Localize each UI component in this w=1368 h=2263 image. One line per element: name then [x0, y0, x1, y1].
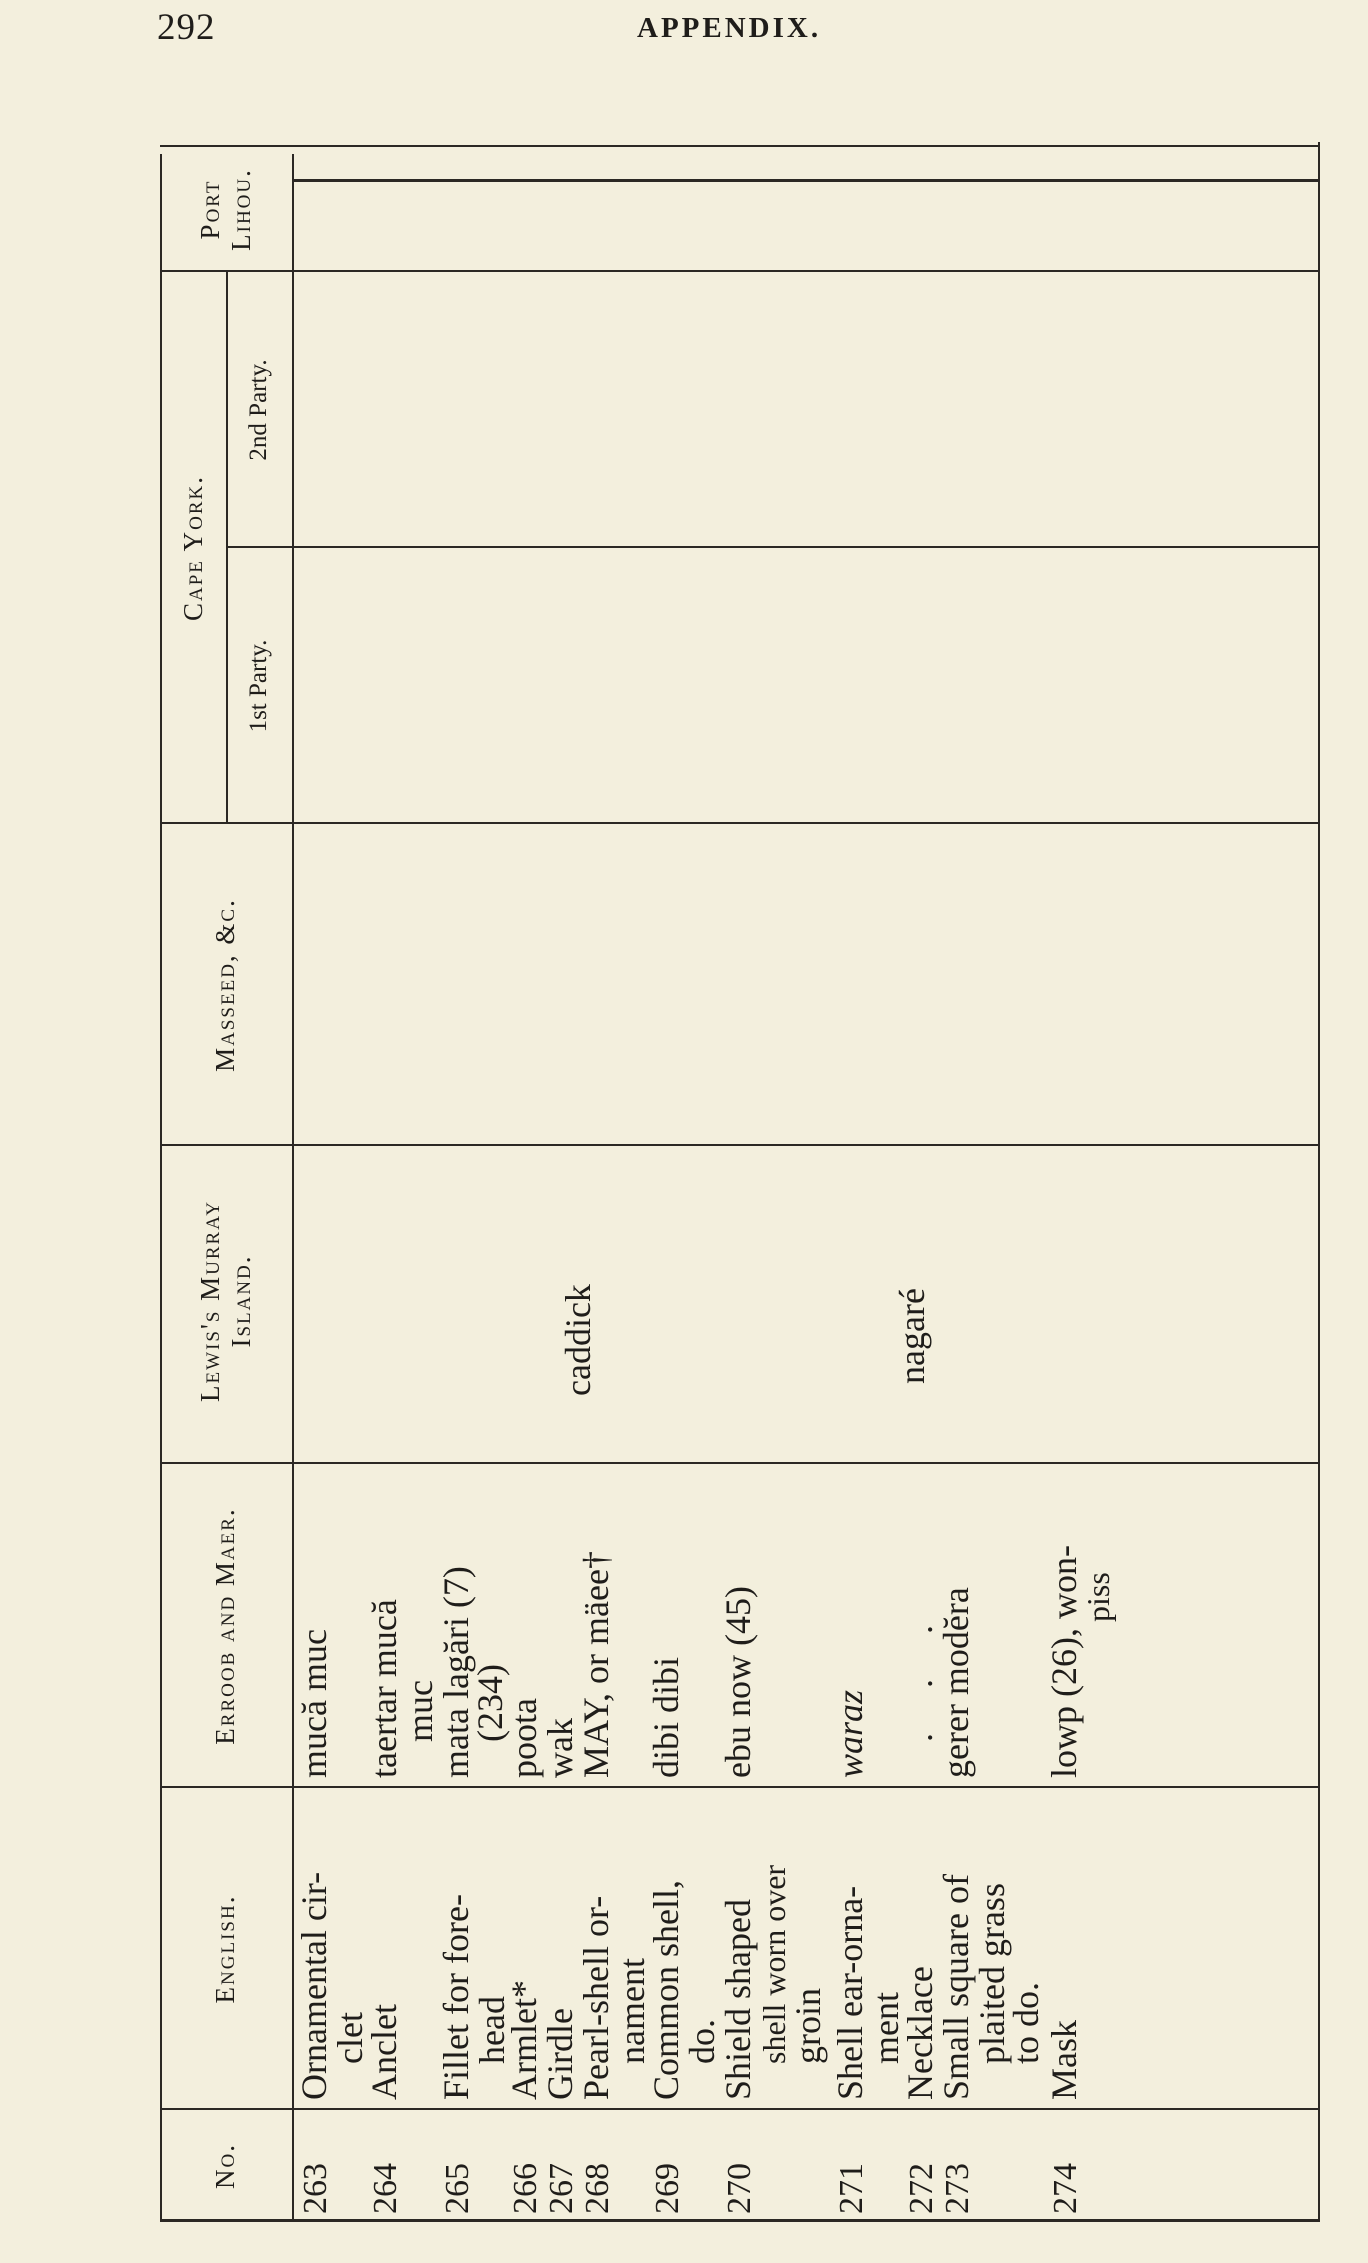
english-term: Anclet	[364, 2004, 404, 2100]
erroob-term: . . .	[900, 1607, 940, 1742]
header-party-2: 2nd Party.	[245, 359, 272, 461]
lewis-term: nagaré	[892, 1288, 932, 1384]
erroob-term: wak	[540, 1718, 580, 1778]
english-term-cont: shell worn over	[756, 1864, 792, 2064]
column-end-rule	[292, 179, 1320, 182]
erroob-term-cont: muc	[400, 1680, 440, 1742]
row-number: 268	[579, 2163, 616, 2214]
table-bottom-rule	[1318, 142, 1320, 2222]
english-term-cont: plaited grass	[972, 1883, 1012, 2064]
col-sep	[160, 2108, 1320, 2110]
english-term-cont: to do.	[1006, 1981, 1046, 2064]
erroob-term-cont: piss	[1080, 1572, 1116, 1622]
erroob-term: MAY, or mäee†	[576, 1551, 616, 1778]
erroob-term: lowp (26), won-	[1044, 1545, 1084, 1778]
erroob-term: waraz	[830, 1689, 870, 1778]
erroob-term: gerer modĕra	[936, 1587, 976, 1778]
row-number: 269	[649, 2163, 686, 2214]
english-term: Girdle	[540, 2008, 580, 2100]
header-erroob: Erroob and Maer.	[210, 1507, 241, 1745]
header-party-1: 1st Party.	[245, 639, 272, 733]
col-sep	[160, 270, 1320, 272]
col-sep	[160, 1462, 1320, 1464]
english-term-cont: clet	[330, 2012, 370, 2064]
english-term: Pearl-shell or-	[576, 1895, 616, 2100]
erroob-term: ebu now (45)	[718, 1586, 758, 1778]
english-term: Ornamental cir-	[294, 1871, 334, 2100]
col-sep	[226, 546, 1320, 548]
header-english: English.	[210, 1894, 241, 2004]
erroob-term: mucă muc	[294, 1629, 334, 1778]
header-massid: Masseed, &c.	[210, 898, 241, 1072]
row-number: 274	[1047, 2163, 1084, 2214]
running-title: APPENDIX.	[637, 12, 822, 44]
row-number: 266	[507, 2163, 544, 2214]
english-term: Common shell,	[646, 1879, 686, 2100]
erroob-term: poota	[504, 1698, 544, 1778]
erroob-term: taertar mucă	[364, 1599, 404, 1778]
english-term: Mask	[1044, 2020, 1084, 2100]
header-cape-york: Cape York.	[177, 475, 208, 622]
header-port-lihou: Port Lihou.	[194, 168, 256, 251]
english-term-cont: do.	[682, 2019, 722, 2064]
row-number: 267	[543, 2163, 580, 2214]
header-no: No.	[210, 2143, 241, 2189]
header-lewis: Lewis's Murray Island.	[194, 1200, 256, 1402]
col-sep	[160, 1786, 1320, 1788]
english-term: Shell ear-orna-	[830, 1885, 870, 2100]
english-term: Necklace	[900, 1966, 940, 2100]
erroob-term: mata lagări (7)	[436, 1566, 476, 1778]
row-number: 270	[721, 2163, 758, 2214]
col-sep	[160, 1144, 1320, 1146]
english-term: Small square of	[936, 1874, 976, 2100]
row-number: 273	[939, 2163, 976, 2214]
english-term: Fillet for fore-	[436, 1894, 476, 2100]
page-number: 292	[157, 7, 216, 48]
english-term-cont: groin	[788, 1988, 828, 2064]
english-term: Armlet*	[504, 1980, 544, 2100]
row-number: 264	[367, 2163, 404, 2214]
row-number: 265	[439, 2163, 476, 2214]
vocabulary-table	[160, 142, 1320, 2222]
english-term-cont: nament	[612, 1958, 652, 2064]
english-term: Shield shaped	[718, 1899, 758, 2100]
row-number: 271	[833, 2163, 870, 2214]
table-right-rule	[160, 145, 1320, 147]
erroob-term: dibi dibi	[646, 1656, 686, 1778]
row-number: 272	[903, 2163, 940, 2214]
lewis-term: caddick	[558, 1284, 598, 1396]
erroob-term-cont: (234)	[470, 1664, 510, 1742]
english-term-cont: ment	[866, 1992, 906, 2064]
row-number: 263	[297, 2163, 334, 2214]
table-left-rule	[160, 2219, 1320, 2222]
english-term-cont: head	[472, 1996, 512, 2064]
col-sep	[160, 822, 1320, 824]
